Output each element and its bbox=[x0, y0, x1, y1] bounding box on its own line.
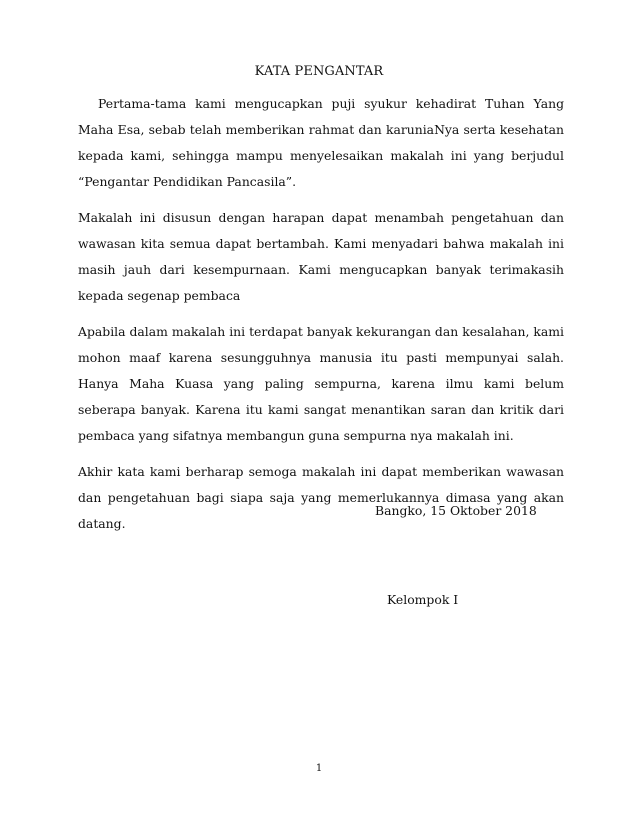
signature-group: Kelompok I bbox=[387, 592, 459, 607]
paragraph-closing: Akhir kata kami berharap semoga makalah ini dapat memberikan wawasan dan pengetahuan bagi siapa saja yang memerlukannya dimasa yang akan datang. bbox=[78, 464, 564, 531]
paragraph-apology: Apabila dalam makalah ini terdapat banyak kekurangan dan kesalahan, kami mohon maaf karena sesungguhnya manusia itu pasti mempunyai salah. Hanya Maha Kuasa yang paling sempurna, karena ilmu kami belum seberapa banyak. Karena itu kami sangat menantikan saran dan kritik dari pembaca yang sifatnya membangun guna sempurna nya makalah ini. bbox=[78, 324, 564, 443]
paragraph-purpose: Makalah ini disusun dengan harapan dapat menambah pengetahuan dan wawasan kita semua dapat bertambah. Kami menyadari bahwa makalah ini masih jauh dari kesempurnaan. Kami mengucapkan banyak terimakasih kepada segenap pembaca bbox=[78, 210, 564, 303]
paragraph-opening: Pertama-tama kami mengucapkan puji syukur kehadirat Tuhan Yang Maha Esa, sebab telah memberikan rahmat dan karuniaNya serta kesehatan kepada kami, sehingga mampu menyelesaikan makalah ini yang berjudul “Pengantar Pendidikan Pancasila”. bbox=[78, 96, 564, 189]
document-body bbox=[78, 91, 564, 547]
page-title: KATA PENGANTAR bbox=[254, 64, 384, 79]
page-number: 1 bbox=[315, 763, 323, 774]
place-date: Bangko, 15 Oktober 2018 bbox=[375, 503, 537, 518]
